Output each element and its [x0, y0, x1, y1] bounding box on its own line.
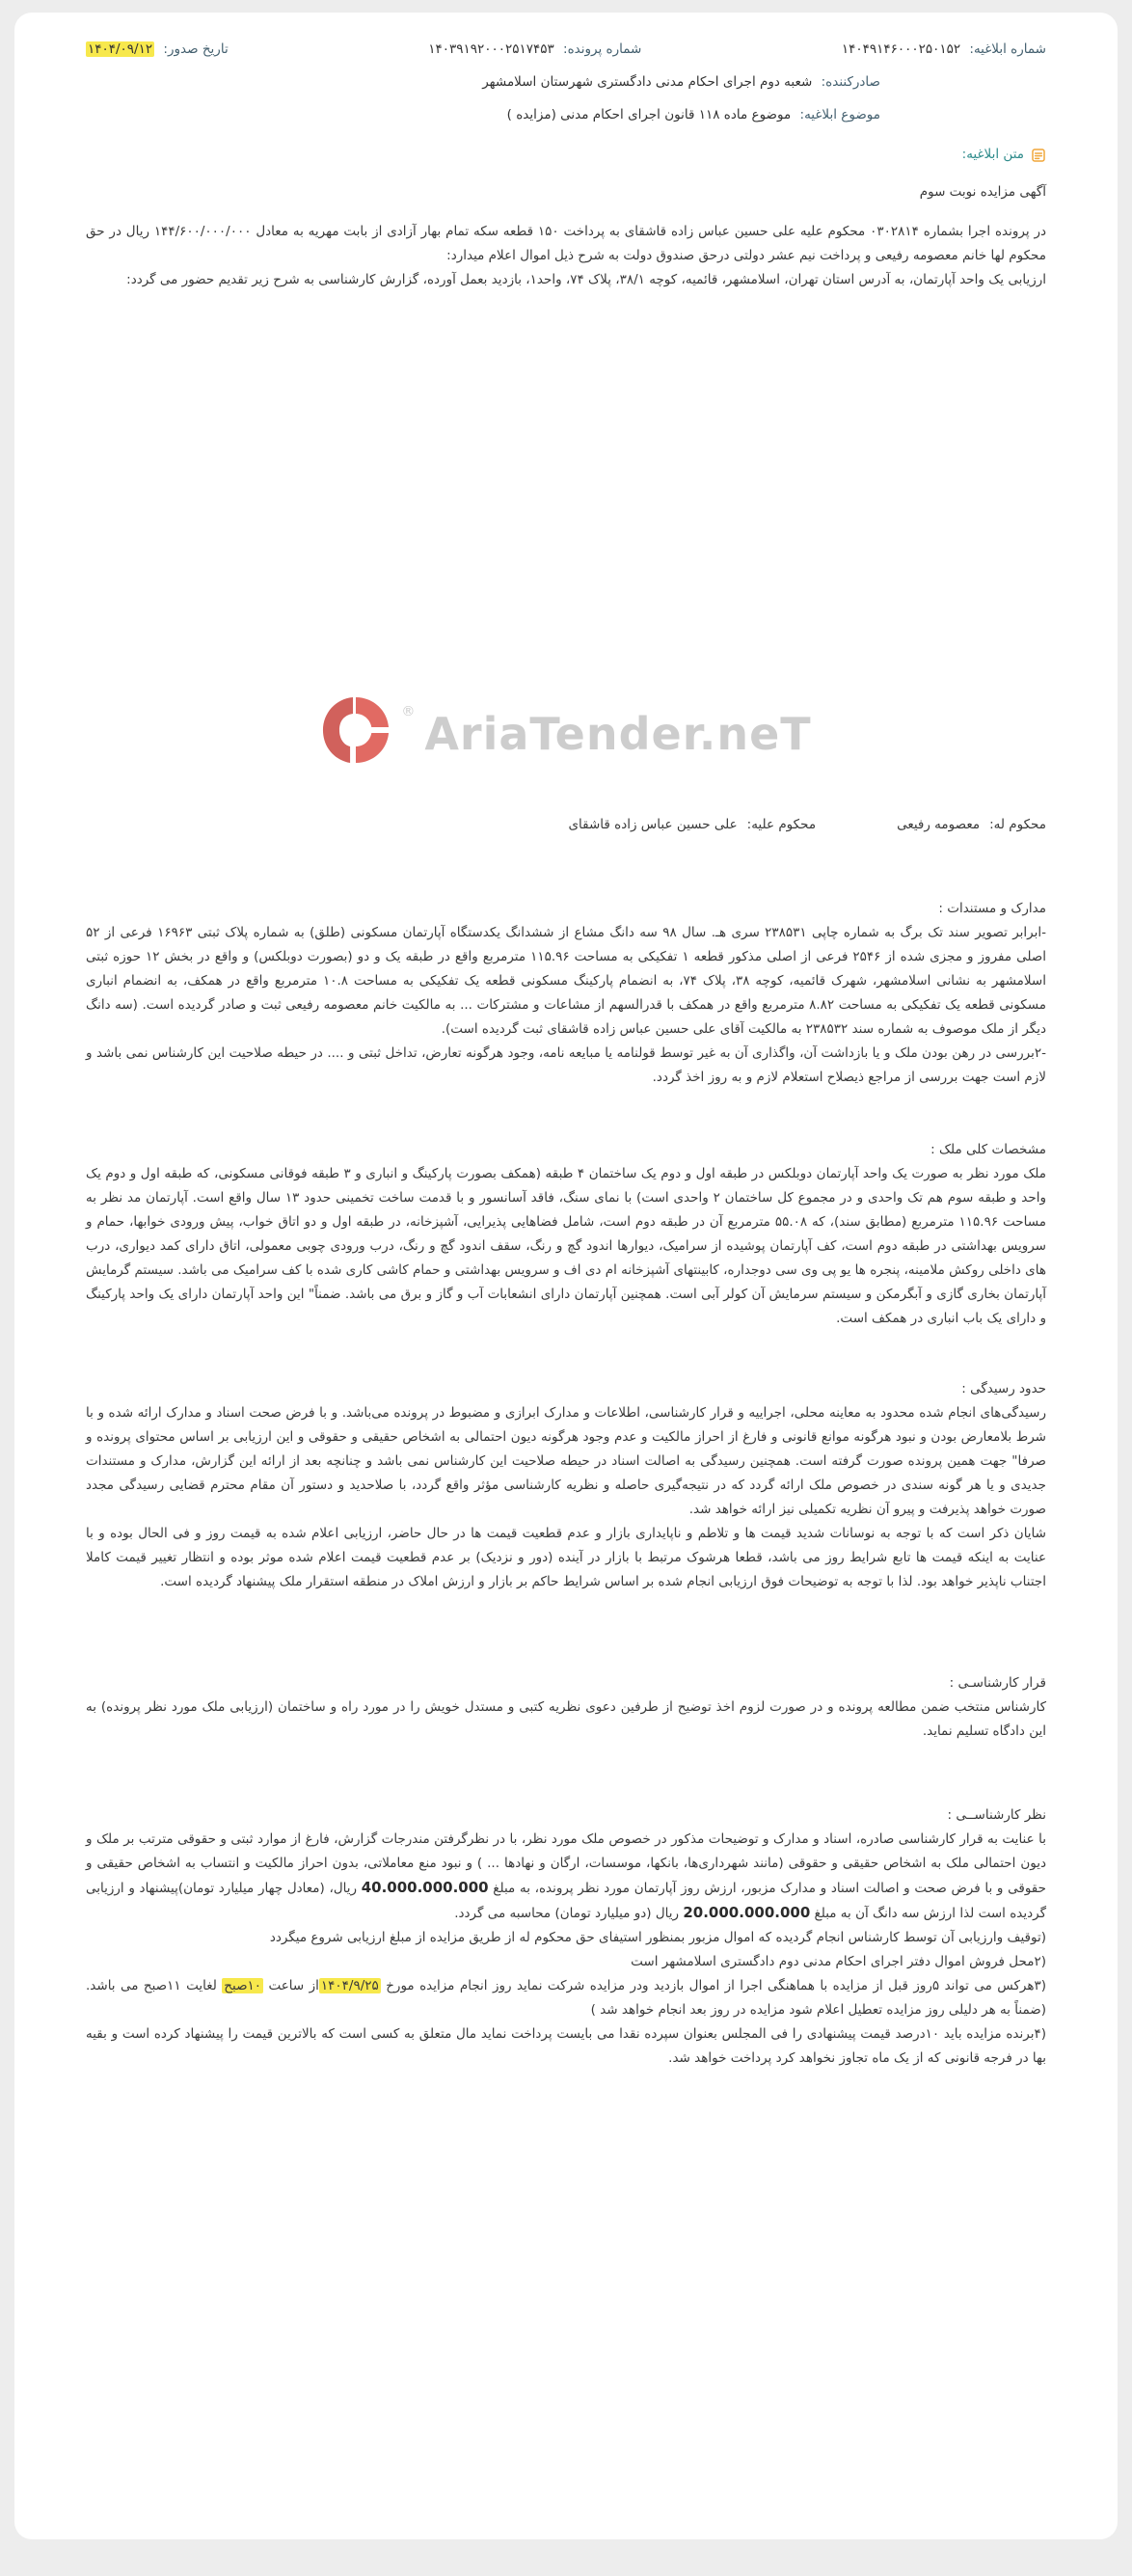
header-row-primary [86, 38, 1046, 62]
parties-row [86, 813, 1046, 837]
auction-item-2: (۲محل فروش اموال دفتر اجرای احکام مدنی دوم دادگستری اسلامشهر است [631, 1954, 1046, 1969]
expert-opinion-text-c: ریال (دو میلیارد تومان) محاسبه می گردد. [454, 1906, 684, 1921]
auction-item-3-text-b: از ساعت [263, 1978, 319, 1993]
judgment-debtor-value: علی حسین عباس زاده قاشقای [568, 817, 738, 832]
document-lines-icon [1031, 148, 1046, 163]
section-heading-documents: مدارک و مستندات : [938, 901, 1046, 916]
issue-date-label: تاریخ صدور: [163, 41, 229, 57]
review-scope-paragraph: رسیدگی‌های انجام شده محدود به معاینه محلی، اجراییه و قرار کارشناسی، اطلاعات و مدارک ابرازی و مضبوط در پرونده می‌باشد. و با فرض صحت اسناد و مدارک ارائه شده و با شرط بلامعارض بودن و نبود هرگونه موانع قانونی و فارغ از احراز مالکیت و عدم وجود هرگونه دیون احتمالی به اشخاص حقیقی و حقوقی و این ارزیابی بر اساس محتوای پرونده و صرفا" جهت همین پرونده صورت گرفته است. همچنین رسیدگی به اصالت اسناد در حیطه صلاحیت این کارشناس نمی باشد و چنانچه بعد از ارائه این گزارش، مدارک و مستندات جدیدی و یا هر گونه سندی در خصوص ملک ارائه گردد که در نتیجه‌گیری حاصله و نظریه کارشناسی مؤثر واقع گردد، با صلاحدید و دستور آن مقام محترم قضایی رسیدگی مجدد صورت خواهد پذیرفت و پیرو آن نظریه تکمیلی نیز ارائه خواهد شد. [86, 1405, 1046, 1517]
ariatender-logo-icon [320, 694, 391, 774]
notice-number-field [842, 38, 1046, 62]
documents-paragraph-2: -۲بررسی در رهن بودن ملک و یا بازداشت آن، واگذاری آن به غیر توسط قولنامه یا مبایعه نامه، وجود هرگونه تعارض، تداخل ثبتی و .... در حیطه صلاحیت این کارشناس نمی باشد و لازم است جهت بررسی از مراجع ذیصلاح استعلام لازم و به روز اخذ گردد. [86, 1045, 1046, 1085]
judgment-debtor-label: محکوم علیه: [746, 817, 817, 832]
auction-date-highlight: ۱۴۰۴/۹/۲۵ [320, 1978, 379, 1993]
section-heading-review-scope: حدود رسیدگی : [961, 1381, 1046, 1396]
documents-paragraph-1: -ابرابر تصویر سند تک برگ به شماره چاپی ۲۳۸۵۳۱ سری هـ. سال ۹۸ سه دانگ مشاع از ششدانگ یکدستگاه آپارتمان مسکونی (طلق) به شماره پلاک ثبتی ۱۶۹۶۳ فرعی از ۵۲ اصلی مفروز و مجزی شده از ۲۵۴۶ فرعی از اصلی مذکور قطعه ۱ تفکیکی به مساحت ۱۱۵.۹۶ مترمربع واقع در طبقه یک و دو (بصورت دوبلکس) و واقع در بخش ۱۲ حوزه ثبتی اسلامشهر به نشانی اسلامشهر، شهرک قائمیه، کوچه ۳۸، پلاک ۷۴، به انضمام پارکینگ مسکونی قطعه یک تفکیکی به مساحت ۱۰.۸ مترمربع واقع در همکف، به انضمام انباری مسکونی قطعه یک تفکیکی به مساحت ۸.۸۲ مترمربع واقع در همکف با قدرالسهم از مشاعات و مشترکات ... به مالکیت خانم معصومه رفیعی ثبت و صادر گردیده است. (سه دانگ دیگر از ملک موصوف به شماره سند ۲۳۸۵۳۲ به مالکیت آقای علی حسین عباس زاده قاشقای ثبت گردیده است). [86, 925, 1047, 1037]
expert-opinion-paragraph [86, 1828, 1046, 1926]
watermark-text: AriaTender.neT [424, 708, 812, 760]
judgment-creditor-value: معصومه رفیعی [897, 817, 981, 832]
case-number-value: ۱۴۰۳۹۱۹۲۰۰۰۲۵۱۷۴۵۳ [428, 41, 554, 57]
appraisal-total-amount: 40.000.000.000 [361, 1879, 489, 1896]
auction-title: آگهی مزایده نوبت سوم [919, 184, 1046, 200]
judgment-debtor [568, 813, 816, 837]
subject-value: موضوع ماده ۱۱۸ قانون اجرای احکام مدنی (مزایده ) [506, 107, 792, 122]
section-heading-expert-order: قرار کارشناسـی : [949, 1675, 1046, 1691]
market-volatility-paragraph: شایان ذکر است که با توجه به نوسانات شدید قیمت ها و تلاطم و ناپایداری بازار و عدم قطعیت قیمت ها در حال حاضر، ارزیابی اعلام شده به قیمت روز و فی الحال بوده و با عنایت به اینکه قیمت ها تابع شرایط روز می باشد، قطعا هرشوک مرتبط با بازار در آینده (دور و نزدیک) بر عدم قطعیت قیمت اعلام شده موثر بوده و انتظار تغییر قیمت کاملا اجتناب ناپذیر خواهد بود. لذا با توجه به توضیحات فوق ارزیابی انجام شده بر اساس شرایط حاکم بر بازار و ارزش املاک در منطقه استقرار ملک پیشنهاد گردیده است. [86, 1526, 1046, 1589]
notice-number-value: ۱۴۰۴۹۱۴۶۰۰۰۲۵۰۱۵۲ [841, 41, 961, 57]
expert-opinion-text-a: با عنایت به قرار کارشناسی صادره، اسناد و مدارک و توضیحات مذکور در خصوص ملک مورد نظر، با در نظرگرفتن مندرجات گزارش، فارغ از موارد ثبتی و حقوقی مترتب بر ملک و دیون احتمالی ملک به اشخاص حقیقی و حقوقی (مانند شهرداری‌ها، بانکها، موسسات، ارگان و نهادها ... ) و نبود منع معاملاتی، بدون احراز مالکیت و انتساب به اشخاص حقیقی و حقوقی و با فرض صحت و اصالت اسناد و مدارک مزبور، ارزش روز آپارتمان مورد نظر پرونده، به مبلغ [86, 1831, 1046, 1896]
intro-paragraph: در پرونده اجرا بشماره ۰۳۰۲۸۱۴ محکوم علیه علی حسین عباس زاده قاشقای به پرداخت ۱۵۰ قطعه سکه تمام بهار آزادی از بابت مهریه به معادل ۱۴۴/۶۰۰/۰۰۰/۰۰۰ ریال در حق محکوم لها خانم معصومه رفیعی و پرداخت نیم عشر دولتی درحق صندوق دولت به شرح ذیل اموال اعلام میدارد: [86, 224, 1046, 263]
notice-number-label: شماره ابلاغیه: [969, 41, 1046, 57]
notice-text-label-row [86, 143, 1046, 167]
appraisal-half-amount: 20.000.000.000 [683, 1904, 811, 1921]
auction-time-highlight: ۱۰صبح [224, 1978, 262, 1993]
case-number-field [428, 38, 641, 62]
case-number-label: شماره پرونده: [563, 41, 642, 57]
subject-row [86, 103, 1046, 127]
auction-item-3-text-c: لغایت ۱۱صبح می باشد.(ضمناً به هر دلیلی روز مزایده تعطیل اعلام شود مزایده در روز بعد انجام خواهد شد ) [86, 1978, 1046, 2018]
issuer-value: شعبه دوم اجرای احکام مدنی دادگستری شهرستان اسلامشهر [482, 74, 813, 90]
judgment-creditor-label: محکوم له: [989, 817, 1046, 832]
expert-order-paragraph: کارشناس منتخب ضمن مطالعه پرونده و در صورت لزوم اخذ توضیح از طرفین دعوی نظریه کتبی و مستدل خویش را در مورد راه و ساختمان (ارزیابی ملک مورد نظر پرونده) به این دادگاه تسلیم نماید. [86, 1699, 1046, 1739]
section-heading-expert-opinion: نظر کارشناســی : [947, 1807, 1046, 1823]
issuer-row [86, 70, 1046, 95]
auction-item-3 [86, 1974, 1046, 2022]
auction-item-4: (۴برنده مزایده باید ۱۰درصد قیمت پیشنهادی را فی المجلس بعنوان سپرده نقدا می بایست پرداخت نماید مال متعلق به کسی است که بالاترین قیمت را پیشنهاد کرده است و بقیه بها در فرجه قانونی که از یک ماه تجاوز نخواهد کرد پرداخت خواهد شد. [86, 2026, 1047, 2066]
issuer-label: صادرکننده: [821, 74, 880, 90]
watermark-area [86, 292, 1046, 813]
ariatender-watermark [320, 694, 811, 774]
section-heading-property-specs: مشخصات کلی ملک : [930, 1142, 1046, 1157]
subject-label: موضوع ابلاغیه: [799, 107, 880, 122]
registered-mark-icon: ® [401, 704, 416, 719]
issue-date-value: ۱۴۰۴/۰۹/۱۲ [88, 41, 153, 57]
notice-card [14, 13, 1118, 2539]
auction-item-1: (توقیف وارزیابی آن توسط کارشناس انجام گردیده که اموال مزبور بمنظور استیفای حق محکوم له از طریق مزایده از مبلغ ارزیابی شروع میگردد [269, 1930, 1046, 1945]
issue-date-field [86, 38, 229, 62]
auction-item-3-text-a: (۳هرکس می تواند ۵روز قبل از مزایده با هماهنگی اجرا از اموال بازدید ودر مزایده شرکت نماید روز انجام مزایده مورخ [380, 1978, 1046, 1993]
judgment-creditor [897, 813, 1046, 837]
evaluation-paragraph: ارزیابی یک واحد آپارتمان، به آدرس استان تهران، اسلامشهر، قائمیه، کوچه ۳۸/۱، پلاک ۷۴، واحد۱، بازدید بعمل آورده، گزارش کارشناسی به شرح زیر تقدیم حضور می گردد: [126, 272, 1046, 287]
property-specs-paragraph: ملک مورد نظر به صورت یک واحد آپارتمان دوبلکس در طبقه اول و دوم یک ساختمان ۴ طبقه (همکف بصورت پارکینگ و انباری و ۳ طبقه فوقانی مسکونی، که طبقه اول و دوم یک واحد و طبقه سوم هم تک واحدی و در مجموع کل ساختمان ۲ واحدی است) با نمای سنگ، فاقد آسانسور و با قدمت ساخت تخمینی حدود ۱۳ سال واقع است. آپارتمان مد نظر به مساحت ۱۱۵.۹۶ مترمربع (مطابق سند)، که ۵۵.۰۸ مترمربع آن در طبقه دوم است، شامل فضاهایی پذیرایی، آشپزخانه، در طبقه اول و دو اتاق خواب، پیش ورودی خوابها، حمام و سرویس بهداشتی در طبقه دوم است، کف آپارتمان پوشیده از سرامیک، دیوارها اندود گچ و رنگ، سقف اندود گچ و رنگ، درب ورودی چوبی معمولی، اتاق دارای کمد دیواری، درب های داخلی روکش ملامینه، پنجره ها یو پی وی سی دوجداره، کابینتهای آشپزخانه ام دی اف و سرویس بهداشتی و حمام کاشی کاری شده با کف سرامیک می باشد. سیستم گرمایش آپارتمان بخاری گازی و آبگرمکن و سیستم سرمایش آن کولر آبی است. همچنین آپارتمان دارای انشعابات آب و گاز و برق می باشد. ضمناً" این واحد آپارتمان دارای یک واحد پارکینگ و دارای یک باب انباری در همکف است. [85, 1166, 1047, 1326]
expert-opinion-text-b: ریال، (معادل چهار میلیارد تومان)پیشنهاد و ارزیابی گردیده است لذا ارزش سه دانگ آن به مبلغ [86, 1881, 1046, 1921]
notice-text-label: متن ابلاغیه: [961, 147, 1024, 162]
